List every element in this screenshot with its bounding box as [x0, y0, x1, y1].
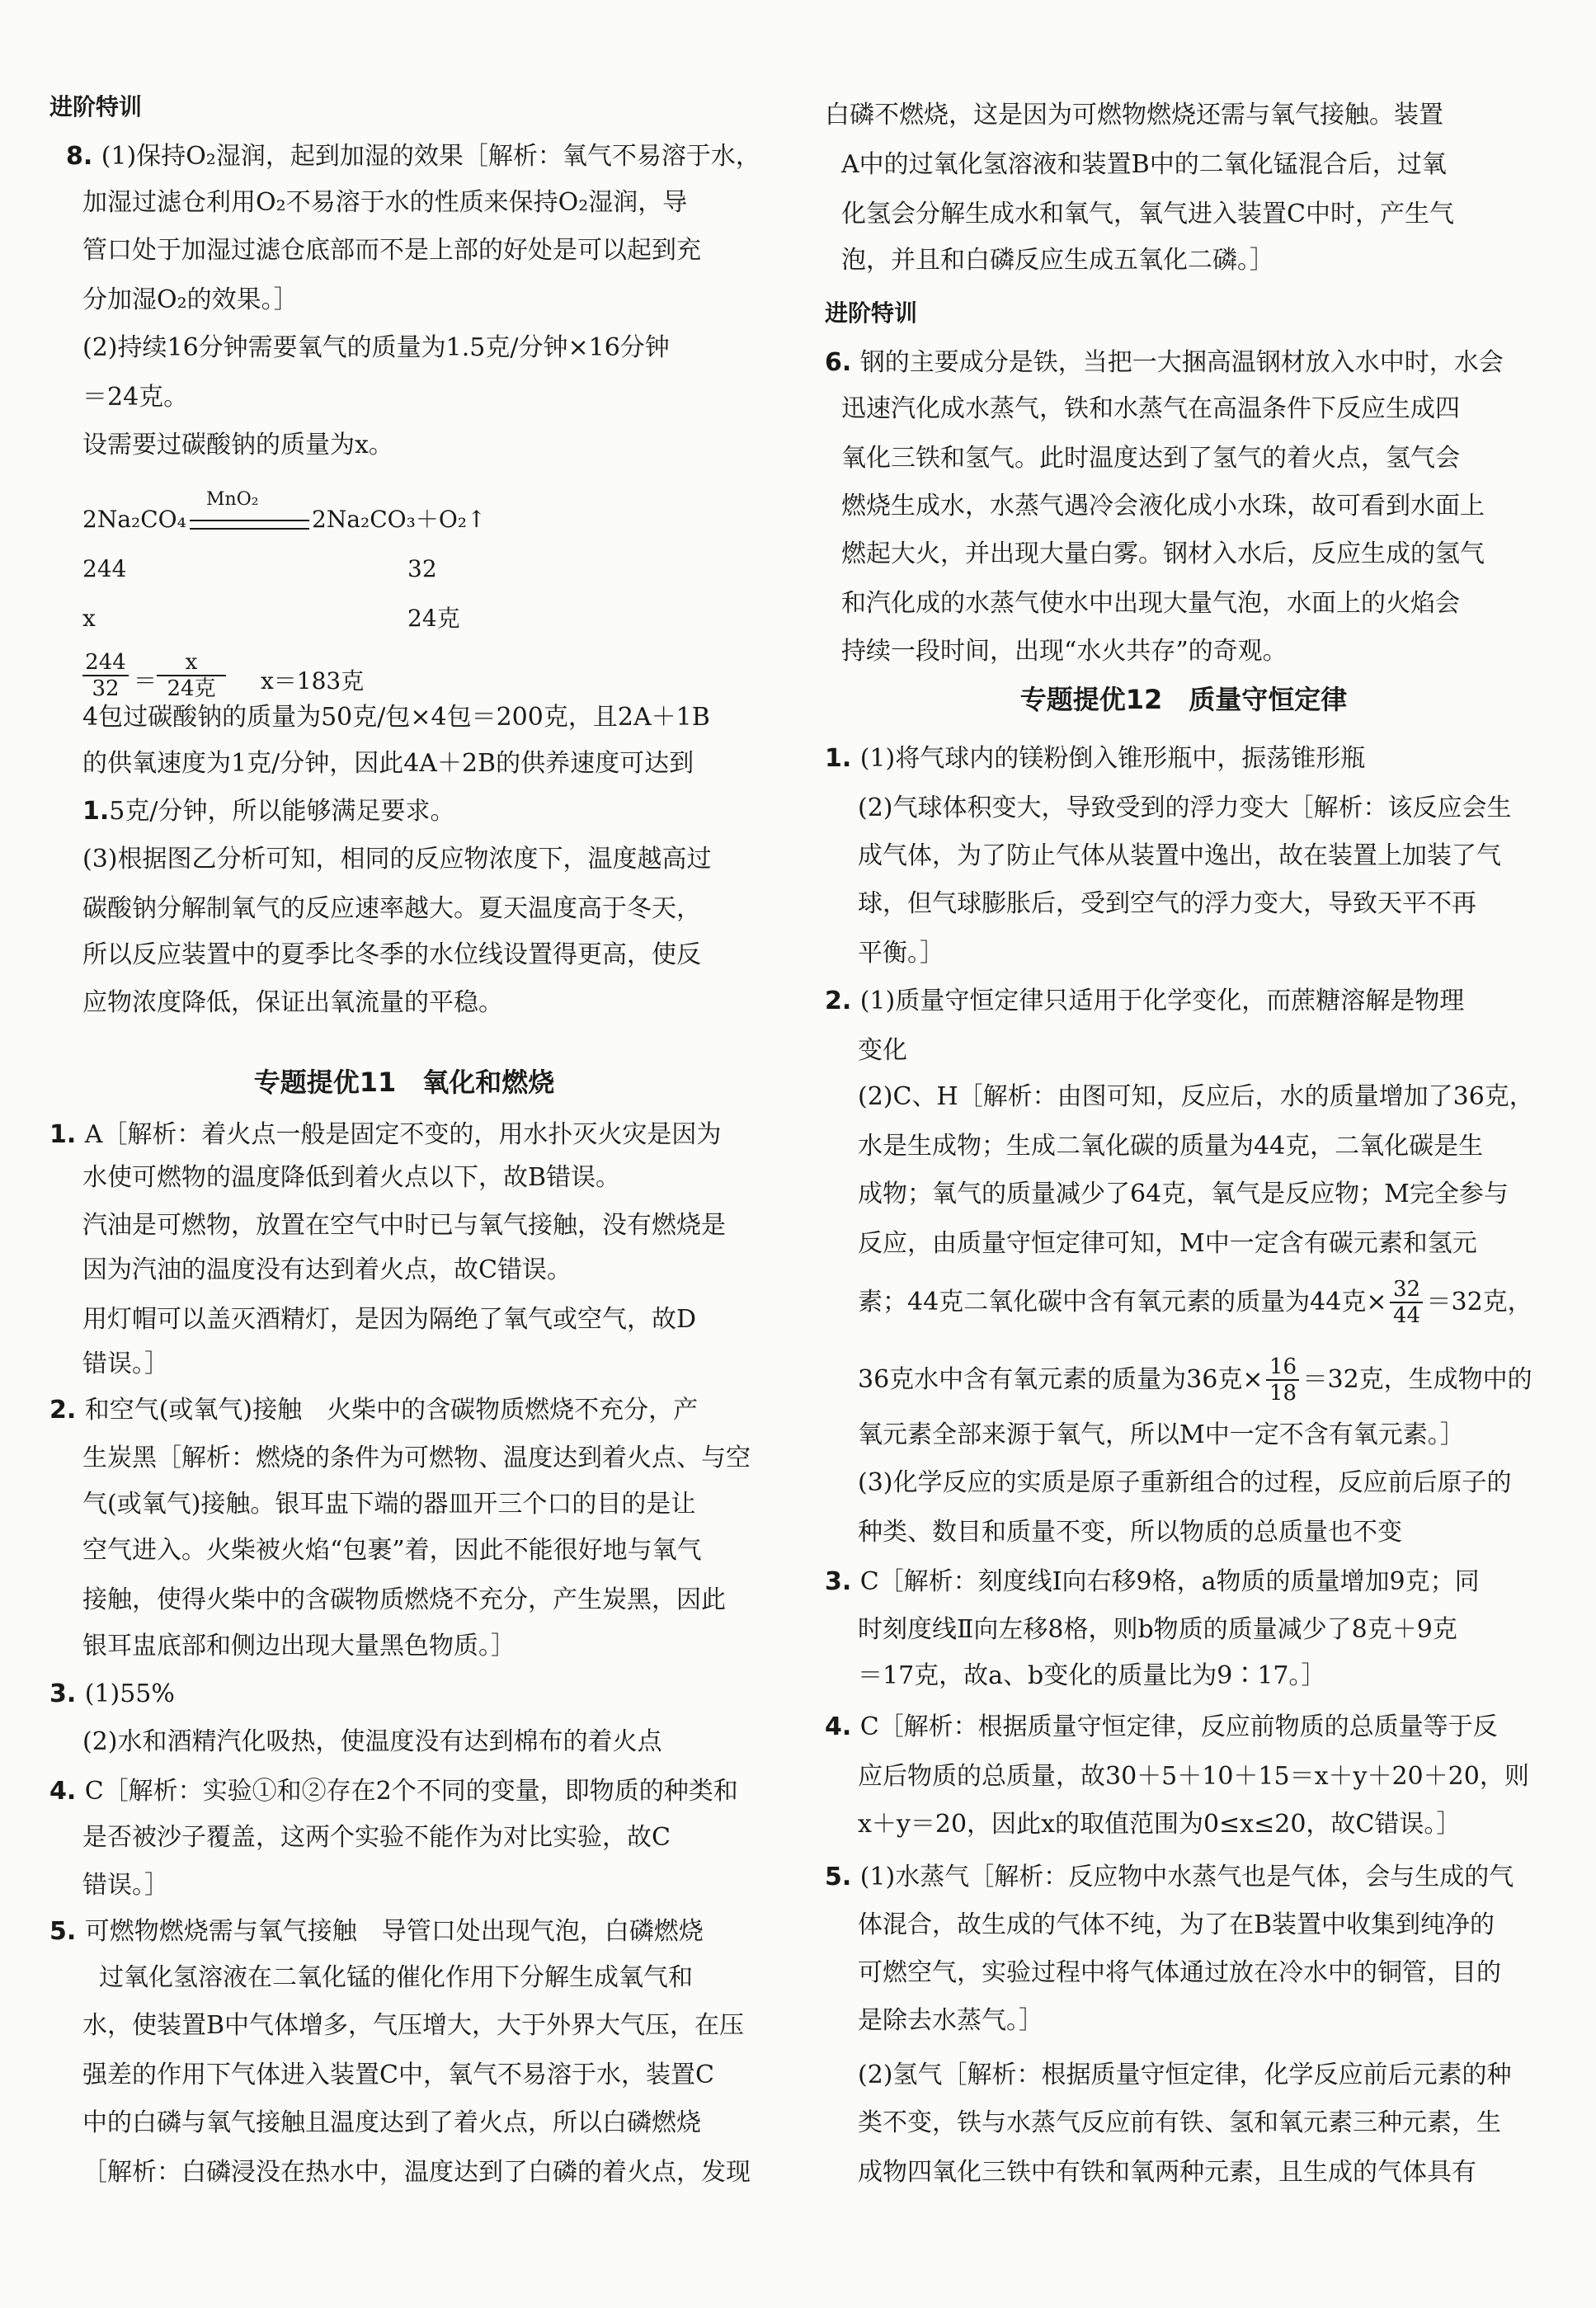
fraction-denominator: 44	[1392, 1303, 1421, 1328]
text-line	[49, 1775, 738, 1808]
text-line: 水，使装置B中气体增多，气压增大，大于外界大气压，在压	[82, 2011, 745, 2040]
question-number: 2.	[825, 987, 860, 1015]
subsection-heading: 进阶特训	[49, 93, 143, 120]
question-number: 4.	[49, 1777, 85, 1806]
text-line: (2)水和酒精汽化吸热，使温度没有达到棉布的着火点	[82, 1727, 662, 1756]
text-line: 汽油是可燃物，放置在空气中时已与氧气接触，没有燃烧是	[82, 1211, 726, 1240]
question-number: 1.	[82, 797, 110, 826]
text-line: (2)C、H［解析：由图可知，反应后，水的质量增加了36克，	[858, 1082, 1534, 1111]
text-line: ＝24克。	[82, 383, 189, 412]
text-line: 水使可燃物的温度降低到着火点以下，故B错误。	[82, 1163, 621, 1192]
text-line	[49, 1678, 175, 1711]
fraction-denominator: 32	[92, 676, 120, 701]
text-line: 加湿过滤仓利用O₂不易溶于水的性质来保持O₂湿润，导	[82, 188, 688, 217]
text-line: 错误。］	[82, 1871, 169, 1900]
text-line	[49, 1119, 721, 1152]
question-text: C［解析：刻度线Ⅰ向右移9格，a物质的质量增加9克；同	[859, 1567, 1480, 1596]
text-line: 强差的作用下气体进入装置C中，氧气不易溶于水，装置C	[82, 2061, 714, 2089]
question-number: 5.	[825, 1863, 860, 1891]
text-line: 的供氧速度为1克/分钟，因此4A＋2B的供养速度可达到	[82, 749, 694, 778]
question-number: 6.	[825, 348, 860, 377]
inline-fraction	[1390, 1277, 1423, 1328]
text-line: 氧化三铁和氢气。此时温度达到了氢气的着火点，氢气会	[841, 444, 1460, 473]
text-line: 泡，并且和白磷反应生成五氧化二磷。］	[841, 246, 1274, 275]
text-line: 变化	[858, 1036, 907, 1065]
question-text: 5克/分钟，所以能够满足要求。	[109, 797, 455, 826]
text-line	[825, 1861, 1514, 1894]
section-title: 专题提优12 质量守恒定律	[1019, 684, 1348, 715]
fraction-numerator: 244	[85, 650, 126, 675]
subsection-heading: 进阶特训	[825, 299, 918, 327]
text-line: (3)根据图乙分析可知，相同的反应物浓度下，温度越高过	[82, 845, 712, 874]
ratio-equals: ＝	[134, 667, 158, 695]
text-line: 过氧化氢溶液在二氧化锰的催化作用下分解生成氧气和	[99, 1963, 693, 1992]
text-line: 设需要过碳酸钠的质量为x。	[82, 431, 393, 459]
text-line: 球，但气球膨胀后，受到空气的浮力变大，导致天平不再	[858, 889, 1476, 918]
question-text: C［解析：实验①和②存在2个不同的变量，即物质的种类和	[84, 1777, 738, 1806]
text-line: 气(或氧气)接触。银耳盅下端的器皿开三个口的目的是让	[82, 1490, 696, 1519]
text-line: (3)化学反应的实质是原子重新组合的过程，反应前后原子的	[858, 1468, 1512, 1497]
question-number: 3.	[49, 1679, 85, 1708]
text-line	[49, 1915, 704, 1948]
text-line: (2)持续16分钟需要氧气的质量为1.5克/分钟×16分钟	[82, 333, 670, 362]
fraction-denominator: 18	[1269, 1381, 1297, 1406]
text-line: 白磷不燃烧，这是因为可燃物燃烧还需与氧气接触。装置	[825, 101, 1443, 130]
text-line: 用灯帽可以盖灭酒精灯，是因为隔绝了氧气或空气，故D	[82, 1305, 697, 1334]
question-text: C［解析：根据质量守恒定律，反应前物质的总质量等于反	[859, 1712, 1498, 1741]
text-line: 碳酸钠分解制氧气的反应速率越大。夏天温度高于冬天，	[82, 894, 701, 923]
text-line-with-fraction	[858, 1343, 1532, 1417]
text-before-fraction: 素；44克二氧化碳中含有氧元素的质量为44克×	[858, 1288, 1387, 1317]
question-number: 8.	[66, 142, 101, 171]
text-line: 燃烧生成水，水蒸气遇冷会液化成小水珠，故可看到水面上	[841, 492, 1485, 520]
question-number: 3.	[825, 1567, 860, 1596]
unknown-right: 24克	[407, 605, 460, 632]
question-number: 4.	[825, 1712, 860, 1741]
text-line: 是否被沙子覆盖，这两个实验不能作为对比实验，故C	[82, 1823, 671, 1852]
text-line	[825, 1711, 1498, 1744]
text-line: 水是生成物；生成二氧化碳的质量为44克，二氧化碳是生	[858, 1132, 1484, 1161]
text-line: 是除去水蒸气。］	[858, 2006, 1043, 2035]
question-text: (1)55%	[84, 1679, 175, 1708]
section-title: 专题提优11 氧化和燃烧	[253, 1067, 555, 1098]
mass-right: 32	[407, 555, 437, 582]
question-text: 和空气(或氧气)接触 火柴中的含碳物质燃烧不充分，产	[84, 1396, 699, 1425]
text-line: 和汽化成的水蒸气使水中出现大量气泡，水面上的火焰会	[841, 589, 1460, 618]
text-line	[66, 140, 760, 173]
text-line: 燃起大火，并出现大量白雾。钢材入水后，反应生成的氢气	[841, 539, 1485, 568]
ratio-result: x＝183克	[261, 667, 365, 695]
text-line: 空气进入。火柴被火焰“包裹”着，因此不能很好地与氧气	[82, 1536, 702, 1565]
mass-left: 244	[82, 555, 127, 582]
question-text: (1)水蒸气［解析：反应物中水蒸气也是气体，会与生成的气	[859, 1863, 1514, 1891]
question-text: 钢的主要成分是铁，当把一大捆高温钢材放入水中时，水会	[859, 348, 1504, 377]
fraction-denominator: 24克	[167, 676, 216, 701]
text-after-fraction: ＝32克，生成物中的	[1302, 1365, 1532, 1394]
text-before-fraction: 36克水中含有氧元素的质量为36克×	[858, 1365, 1264, 1394]
text-line: 类不变，铁与水蒸气反应前有铁、氢和氧元素三种元素，生	[858, 2108, 1501, 2137]
text-line	[49, 1394, 698, 1427]
text-line: (2)气球体积变大，导致受到的浮力变大［解析：该反应会生	[858, 794, 1512, 822]
text-line: 错误。］	[82, 1349, 169, 1378]
question-text: (1)将气球内的镁粉倒入锥形瓶中，振荡锥形瓶	[859, 744, 1366, 773]
text-line: 时刻度线Ⅱ向左移8格，则b物质的质量减少了8克＋9克	[858, 1615, 1457, 1644]
text-line	[825, 1566, 1480, 1599]
text-line: 应后物质的总质量，故30＋5＋10＋15＝x＋y＋20＋20，则	[858, 1762, 1529, 1791]
text-line: 氧元素全部来源于氧气，所以M中一定不含有氧元素。］	[858, 1420, 1465, 1449]
text-line: 银耳盅底部和侧边出现大量黑色物质。］	[82, 1632, 516, 1660]
text-line: 应物浓度降低，保证出氧流量的平稳。	[82, 988, 503, 1017]
text-line-with-fraction	[858, 1265, 1532, 1340]
ratio-fraction-left	[82, 650, 129, 701]
text-line: 平衡。］	[858, 939, 944, 968]
question-text: A［解析：着火点一般是固定不变的，用水扑灭火灾是因为	[84, 1120, 722, 1149]
text-line: 成物四氧化三铁中有铁和氧两种元素，且生成的气体具有	[858, 2158, 1476, 2187]
fraction-numerator: 16	[1269, 1354, 1297, 1379]
text-line: 成气体，为了防止气体从装置中逸出，故在装置上加装了气	[858, 841, 1501, 870]
equation-right: 2Na₂CO₃＋O₂↑	[312, 506, 487, 533]
text-line: ＝17克，故a、b变化的质量比为9∶17。］	[858, 1661, 1326, 1690]
equation-condition: MnO₂	[206, 489, 259, 510]
text-line: 因为汽油的温度没有达到着火点，故C错误。	[82, 1255, 572, 1284]
text-line: x＋y＝20，因此x的取值范围为0≤x≤20，故C错误。］	[858, 1810, 1462, 1839]
text-line	[825, 742, 1365, 775]
equation-arrow	[190, 520, 309, 530]
text-line: 体混合，故生成的气体不纯，为了在B装置中收集到纯净的	[858, 1910, 1495, 1939]
text-line: 中的白磷与氧气接触且温度达到了着火点，所以白磷燃烧	[82, 2108, 701, 2137]
fraction-numerator: 32	[1392, 1277, 1421, 1302]
text-line: 可燃空气，实验过程中将气体通过放在冷水中的铜管，目的	[858, 1958, 1501, 1987]
question-text: (1)保持O₂湿润，起到加湿的效果［解析：氧气不易溶于水，	[101, 142, 760, 171]
unknown-left: x	[82, 605, 96, 632]
question-text: (1)质量守恒定律只适用于化学变化，而蔗糖溶解是物理	[859, 987, 1465, 1015]
question-number: 5.	[49, 1917, 85, 1946]
question-number: 1.	[825, 744, 860, 773]
text-line: 分加湿O₂的效果。］	[82, 285, 299, 314]
text-after-fraction: ＝32克，	[1426, 1288, 1532, 1317]
text-line: 持续一段时间，出现“水火共存”的奇观。	[841, 637, 1288, 666]
equation-left: 2Na₂CO₄	[82, 506, 186, 533]
question-number: 1.	[49, 1120, 85, 1149]
text-line: 接触，使得火柴中的含碳物质燃烧不充分，产生炭黑，因此	[82, 1585, 726, 1614]
text-line: 管口处于加湿过滤仓底部而不是上部的好处是可以起到充	[82, 236, 701, 265]
text-line: 迅速汽化成水蒸气，铁和水蒸气在高温条件下反应生成四	[841, 394, 1460, 423]
text-line: 成物；氧气的质量减少了64克，氧气是反应物；M完全参与	[858, 1180, 1509, 1208]
inline-fraction	[1266, 1354, 1299, 1406]
text-line	[82, 795, 454, 828]
text-line: 所以反应装置中的夏季比冬季的水位线设置得更高，使反	[82, 940, 701, 969]
text-line: A中的过氧化氢溶液和装置B中的二氧化锰混合后，过氧	[841, 150, 1447, 179]
text-line: 种类、数目和质量不变，所以物质的总质量也不变	[858, 1518, 1402, 1547]
text-line: 反应，由质量守恒定律可知，M中一定含有碳元素和氢元	[858, 1229, 1477, 1258]
text-line	[825, 985, 1464, 1018]
fraction-numerator: x	[185, 650, 198, 675]
text-line: 化氢会分解生成水和氧气，氧气进入装置C中时，产生气	[841, 200, 1454, 228]
text-line: (2)氢气［解析：根据质量守恒定律，化学反应前后元素的种	[858, 2061, 1512, 2089]
text-line	[825, 346, 1504, 379]
text-line: ［解析：白磷浸没在热水中，温度达到了白磷的着火点，发现	[82, 2158, 751, 2187]
text-line: 4包过碳酸钠的质量为50克/包×4包＝200克，且2A＋1B	[82, 703, 710, 732]
ratio-fraction-right	[157, 650, 226, 701]
question-text: 可燃物燃烧需与氧气接触 导管口处出现气泡，白磷燃烧	[84, 1917, 704, 1946]
question-number: 2.	[49, 1396, 85, 1425]
text-line: 生炭黑［解析：燃烧的条件为可燃物、温度达到着火点、与空	[82, 1444, 751, 1472]
